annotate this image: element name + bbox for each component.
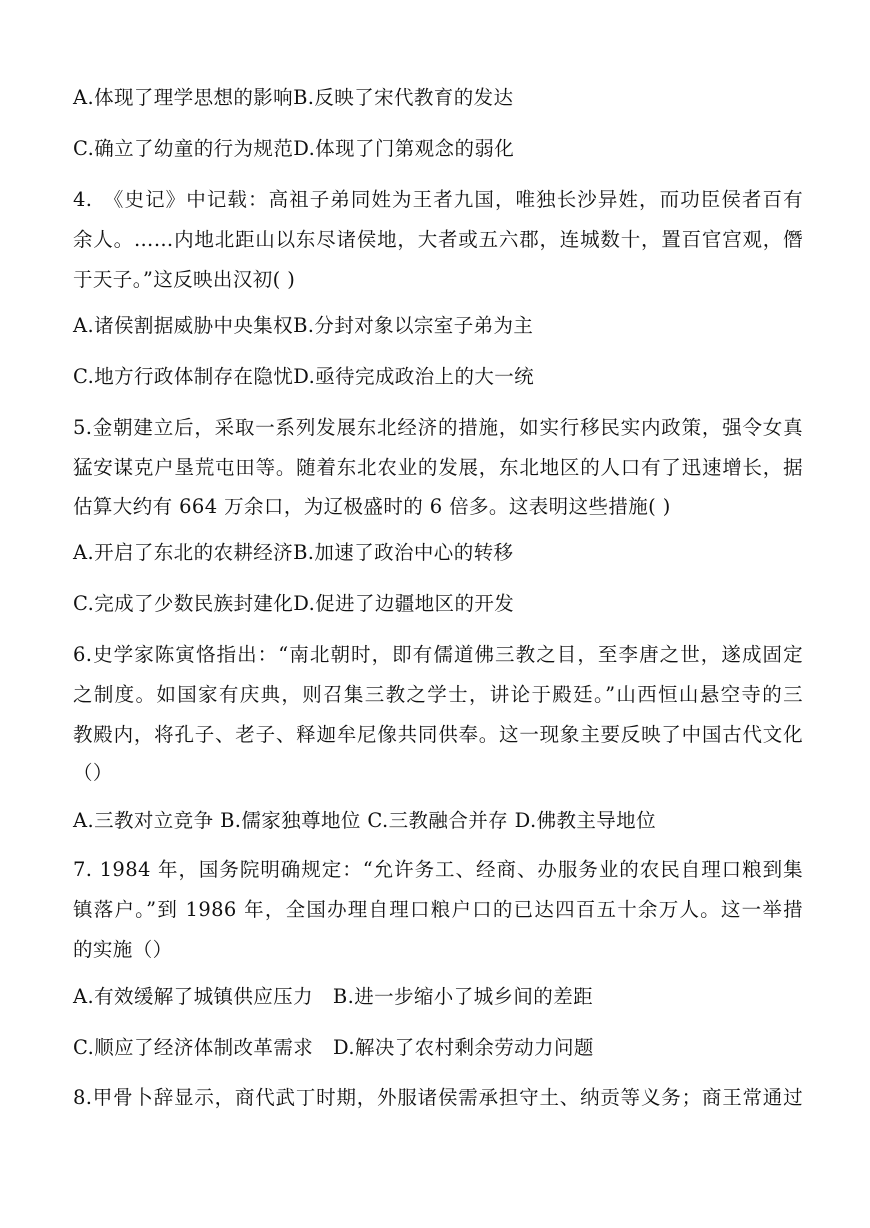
q6-option-line-1: A.三教对立竞争 B.儒家独尊地位 C.三教融合并存 D.佛教主导地位	[73, 809, 656, 832]
q4-option-line-2: C.地方行政体制存在隐忧D.亟待完成政治上的大一统	[73, 365, 535, 388]
q5-option-line-2: C.完成了少数民族封建化D.促进了边疆地区的开发	[73, 592, 515, 615]
q5-stem-line-3: 估算大约有 664 万余口，为辽极盛时的 6 倍多。这表明这些措施( )	[73, 495, 671, 518]
q7-stem-line-2: 镇落户。”到 1986 年，全国办理自理口粮户口的已达四百五十余万人。这一举措	[73, 898, 803, 921]
q7-stem-line-3: 的实施（）	[73, 938, 173, 961]
q8-stem-line-1: 8.甲骨卜辞显示，商代武丁时期，外服诸侯需承担守土、纳贡等义务；商王常通过	[73, 1086, 803, 1109]
q5-stem-line-2: 猛安谋克户垦荒屯田等。随着东北农业的发展，东北地区的人口有了迅速增长，据	[73, 456, 803, 479]
q3-options-line-2: C.确立了幼童的行为规范D.体现了门第观念的弱化	[73, 137, 515, 160]
q4-option-line-1: A.诸侯割据威胁中央集权B.分封对象以宗室子弟为主	[73, 314, 534, 337]
q5-option-line-1: A.开启了东北的农耕经济B.加速了政治中心的转移	[73, 541, 514, 564]
q4-stem-line-1: 4. 《史记》中记载：高祖子弟同姓为王者九国，唯独长沙异姓，而功臣侯者百有	[73, 188, 803, 211]
q6-stem-line-2: 之制度。如国家有庆典，则召集三教之学士，讲论于殿廷。”山西恒山悬空寺的三	[73, 683, 803, 706]
q6-stem-line-3: 教殿内，将孔子、老子、释迦牟尼像共同供奉。这一现象主要反映了中国古代文化	[73, 723, 803, 746]
q6-stem-line-4: （）	[73, 761, 113, 784]
q7-stem-line-1: 7. 1984 年，国务院明确规定：“允许务工、经商、办服务业的农民自理口粮到集	[73, 858, 803, 881]
q6-stem-line-1: 6.史学家陈寅恪指出：“南北朝时，即有儒道佛三教之目，至李唐之世，遂成固定	[73, 643, 803, 666]
q4-stem-line-2: 余人。……内地北距山以东尽诸侯地，大者或五六郡，连城数十，置百官宫观，僭	[73, 228, 803, 251]
q5-stem-line-1: 5.金朝建立后，采取一系列发展东北经济的措施，如实行移民实内政策，强令女真	[73, 416, 803, 439]
q7-option-line-2: C.顺应了经济体制改革需求 D.解决了农村剩余劳动力问题	[73, 1036, 594, 1059]
q3-options-line-1: A.体现了理学思想的影响B.反映了宋代教育的发达	[73, 86, 514, 109]
q4-stem-line-3: 于天子。”这反映出汉初( )	[73, 268, 296, 291]
q7-option-line-1: A.有效缓解了城镇供应压力 B.进一步缩小了城乡间的差距	[73, 985, 594, 1008]
